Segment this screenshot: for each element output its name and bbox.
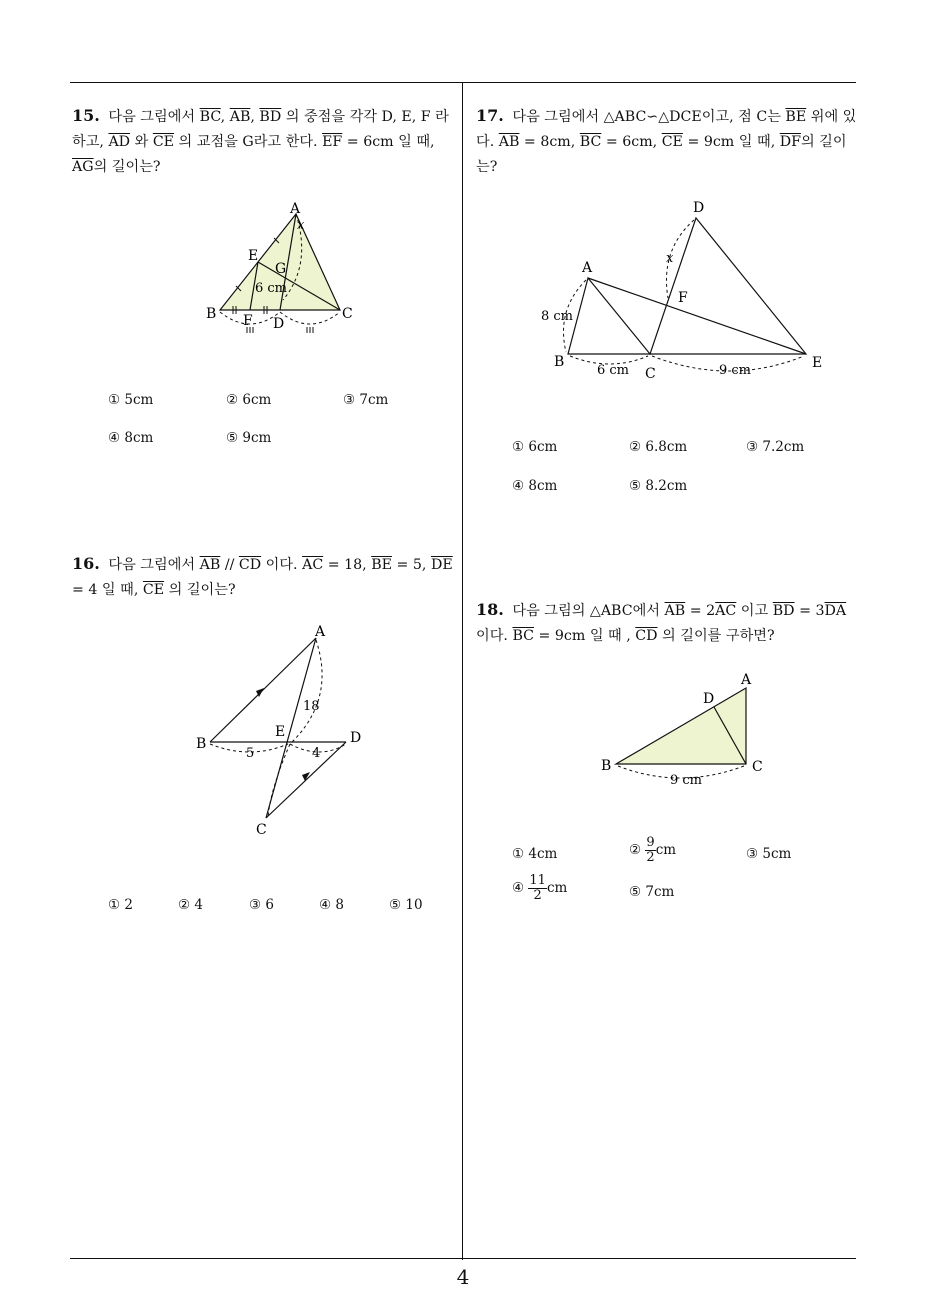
choice-16-2[interactable]: ② 4: [178, 897, 203, 913]
choice-18-2[interactable]: [629, 836, 676, 865]
choice-17-1[interactable]: ① 6cm: [512, 439, 558, 455]
label-a: A: [741, 672, 752, 688]
text: 의 교점을 G라고 한다.: [178, 134, 318, 150]
label-c: C: [256, 822, 267, 838]
text: 의 길이는?: [168, 582, 236, 598]
text: = 3: [799, 603, 825, 619]
label-5: 5: [246, 746, 255, 761]
text: = 6cm,: [605, 134, 658, 150]
choice-15-2[interactable]: ② 6cm: [226, 392, 272, 408]
text: 이다.: [265, 557, 298, 573]
text: = 6cm 일 때,: [346, 134, 435, 150]
segment: $\overline{CE}$: [661, 134, 683, 150]
choice-17-4[interactable]: ④ 8cm: [512, 478, 558, 494]
label-ab: 8 cm: [541, 309, 574, 324]
label-e: E: [812, 355, 823, 371]
fraction: [645, 836, 655, 865]
text: 이다.: [476, 628, 508, 644]
text: 의 길이는?: [476, 134, 847, 175]
problem-number: 18.: [476, 600, 504, 619]
label-b: B: [601, 758, 612, 774]
triangle-abc: [616, 688, 746, 764]
segment: $\overline{BE}$: [371, 557, 392, 573]
unit: cm: [655, 842, 677, 858]
label-d: D: [350, 730, 362, 746]
text: 의 길이를 구하면?: [662, 628, 775, 644]
denominator: 2: [533, 888, 542, 903]
segment: $\overline{AC}$: [302, 557, 324, 573]
segment: $\overline{EF}$: [322, 134, 343, 150]
label-18: 18: [303, 699, 320, 714]
label-d: D: [703, 691, 715, 707]
segment: $\overline{BD}$: [772, 603, 795, 619]
parallel-symbol: //: [224, 557, 235, 573]
label-d: D: [273, 316, 285, 332]
choice-17-2[interactable]: ② 6.8cm: [629, 439, 688, 455]
label-e: E: [275, 724, 286, 740]
problem-number: 15.: [72, 106, 100, 125]
choice-18-1[interactable]: ① 4cm: [512, 846, 558, 862]
text: 의 중점을 각각 D, E, F 라 하고,: [72, 109, 449, 150]
denominator: 2: [646, 850, 655, 865]
segment: $\overline{BC}$: [579, 134, 602, 150]
choice-16-5[interactable]: ⑤ 10: [389, 897, 423, 913]
text: = 5,: [396, 557, 427, 573]
segment: $\overline{CD}$: [238, 557, 262, 573]
label-d: D: [693, 200, 705, 216]
text: 의 길이는?: [93, 159, 161, 175]
choice-18-5[interactable]: ⑤ 7cm: [629, 884, 675, 900]
choice-16-3[interactable]: ③ 6: [249, 897, 274, 913]
choice-15-3[interactable]: ③ 7cm: [343, 392, 389, 408]
segment: $\overline{BE}$: [785, 109, 807, 125]
label-a: A: [290, 201, 301, 217]
label-e: E: [248, 248, 259, 264]
label-bc: 6 cm: [597, 363, 630, 378]
segment: $\overline{AD}$: [108, 134, 131, 150]
text: 다음 그림의 △ABC에서: [512, 603, 661, 619]
label-x: x: [297, 218, 305, 233]
choice-15-5[interactable]: ⑤ 9cm: [226, 430, 272, 446]
fraction: [528, 874, 547, 903]
text: = 2: [689, 603, 716, 619]
text: = 18,: [327, 557, 367, 573]
label-a: A: [582, 260, 593, 276]
label-6cm: 6 cm: [255, 281, 288, 296]
text: = 9cm 일 때 ,: [538, 628, 631, 644]
choice-15-1[interactable]: ① 5cm: [108, 392, 154, 408]
label-bc: 9 cm: [670, 773, 703, 788]
segment: $\overline{AC}$: [715, 603, 737, 619]
text: 위에 있다.: [476, 109, 857, 150]
label-f: F: [243, 313, 253, 329]
problem-number: 17.: [476, 106, 504, 125]
text: ,: [250, 109, 255, 125]
choice-16-4[interactable]: ④ 8: [319, 897, 344, 913]
choice-16-1[interactable]: ① 2: [108, 897, 133, 913]
choice-18-4[interactable]: [512, 874, 567, 903]
label-b: B: [206, 306, 217, 322]
text: 다음 그림에서 △ABC∽△DCE이고, 점 C는: [512, 109, 781, 125]
segment: $\overline{AG}$: [72, 159, 94, 175]
label-c: C: [645, 366, 656, 382]
label-ce: 9 cm: [719, 363, 752, 378]
label-g: G: [275, 261, 287, 277]
label-a: A: [315, 624, 326, 640]
text: 다음 그림에서: [108, 109, 196, 125]
label-b: B: [554, 354, 565, 370]
segment: $\overline{AB}$: [229, 109, 251, 125]
choice-17-3[interactable]: ③ 7.2cm: [746, 439, 805, 455]
problem-number: 16.: [72, 554, 100, 573]
segment: $\overline{AB}$: [664, 603, 686, 619]
choice-18-3[interactable]: ③ 5cm: [746, 846, 792, 862]
segment: $\overline{CD}$: [635, 628, 658, 644]
segment: $\overline{BD}$: [259, 109, 282, 125]
segment: $\overline{BC}$: [512, 628, 534, 644]
unit: cm: [546, 880, 568, 896]
label-b: B: [196, 736, 207, 752]
segment: $\overline{CE}$: [142, 582, 165, 598]
choice-17-5[interactable]: ⑤ 8.2cm: [629, 478, 688, 494]
choice-15-4[interactable]: ④ 8cm: [108, 430, 154, 446]
label-4: 4: [312, 746, 321, 761]
numerator: 9: [646, 835, 655, 850]
text: 이고: [740, 603, 769, 619]
label-f: F: [678, 290, 688, 306]
numerator: 11: [529, 873, 546, 888]
segment: $\overline{DA}$: [824, 603, 847, 619]
page-number: 4: [456, 1265, 470, 1289]
segment: $\overline{AB}$: [199, 557, 221, 573]
choice-marker: ②: [629, 842, 642, 858]
segment: $\overline{CE}$: [152, 134, 175, 150]
segment: $\overline{AB}$: [498, 134, 520, 150]
label-x: x: [666, 251, 674, 266]
text: = 9cm 일 때,: [687, 134, 776, 150]
text: = 8cm,: [523, 134, 576, 150]
text: 와: [134, 134, 149, 150]
segment: $\overline{DF}$: [779, 134, 801, 150]
segment: $\overline{BC}$: [199, 109, 221, 125]
text: = 4 일 때,: [72, 582, 139, 598]
text: ,: [220, 109, 226, 125]
choice-marker: ④: [512, 880, 525, 896]
label-c: C: [342, 306, 353, 322]
segment: $\overline{DE}$: [430, 557, 453, 573]
label-c: C: [752, 759, 763, 775]
text: 다음 그림에서: [108, 557, 196, 573]
